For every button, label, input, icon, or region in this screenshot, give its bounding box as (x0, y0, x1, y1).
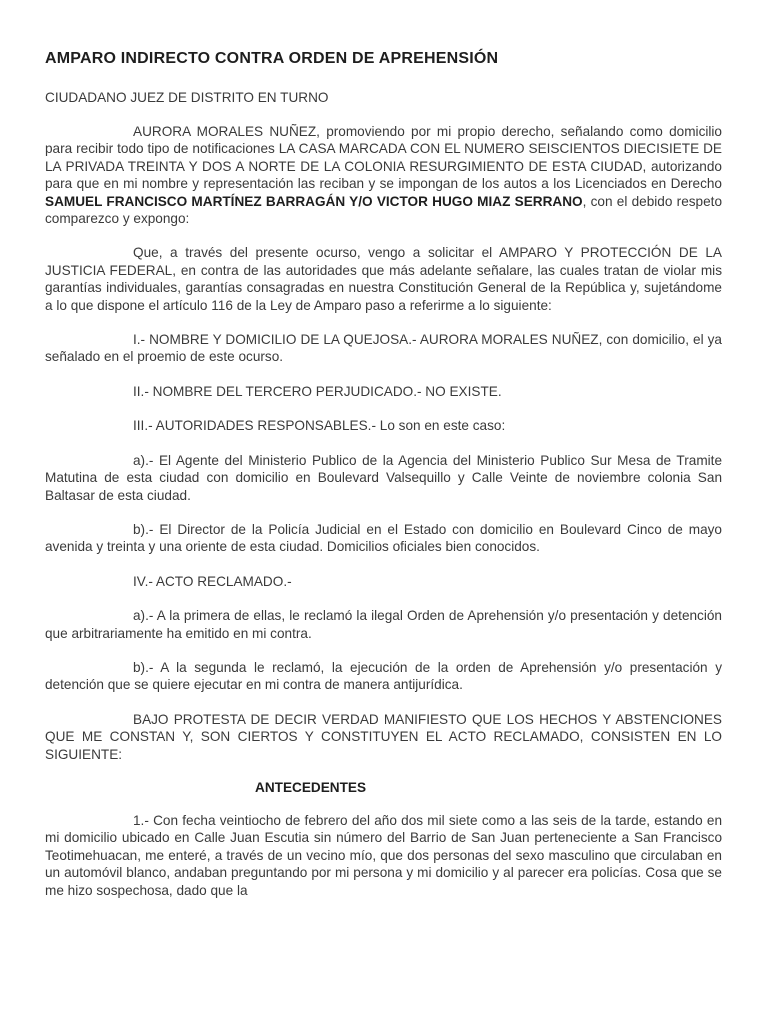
act-a: a).- A la primera de ellas, le reclamó la ilegal Orden de Aprehensión y/o presentación y detención que arbitrariamente ha emitido en mi contra. (45, 608, 722, 641)
request-paragraph: Que, a través del presente ocurso, vengo a solicitar el AMPARO Y PROTECCIÓN DE LA JUSTICIA FEDERAL, en contra de las autoridades que más adelante señalare, las cuales tratan de violar mis garantías individuales, garantías consagradas en nuestra Constitución General de la República y, sujetándome a lo que dispone el artículo 116 de la Ley de Amparo paso a referirme a lo siguiente: (45, 245, 722, 313)
section-third-party: II.- NOMBRE DEL TERCERO PERJUDICADO.- NO EXISTE. (133, 383, 502, 399)
intro-text-1: AURORA MORALES NUÑEZ, promoviendo por mi propio derecho, señalando como domicilio para recibir todo tipo de notificaciones LA CASA MARCADA CON EL NUMERO SEISCIENTOS DIECISIETE DE LA PRIVADA TREINTA Y DOS A NORTE DE LA COLONIA RESURGIMIENTO DE ESTA CIUDAD, autorizando para que en mi nombre y representación las reciban y se impongan de los autos a los Licenciados en Derecho (45, 124, 722, 192)
antecedente-1: 1.- Con fecha veintiocho de febrero del año dos mil siete como a las seis de la tarde, estando en mi domicilio ubicado en Calle Juan Escutia sin número del Barrio de San Juan perteneciente a San Francisco Teotimehuacan, me enteré, a través de un vecino mío, que dos personas del sexo masculino que circulaban en un automóvil blanco, andaban preguntando por mi persona y mi domicilio y al parecer era policías. Cosa que se me hizo sospechosa, dado que la (45, 812, 722, 898)
act-b: b).- A la segunda le reclamó, la ejecución de la orden de Aprehensión y/o presentación y detención que se quiere ejecutar en mi contra de manera antijurídica. (45, 659, 722, 693)
section-act-claimed: IV.- ACTO RECLAMADO.- (133, 573, 292, 589)
salutation: CIUDADANO JUEZ DE DISTRITO EN TURNO (45, 90, 329, 105)
lawyers-names: SAMUEL FRANCISCO MARTÍNEZ BARRAGÁN Y/O VICTOR HUGO MIAZ SERRANO (45, 193, 583, 209)
section-complainant: I.- NOMBRE Y DOMICILIO DE LA QUEJOSA.- AURORA MORALES NUÑEZ, con domicilio, el ya señalado en el proemio de este ocurso. (45, 332, 722, 365)
antecedentes-heading: ANTECEDENTES (255, 779, 367, 795)
authority-b: b).- El Director de la Policía Judicial en el Estado con domicilio en Boulevard Cinco de mayo avenida y treinta y una oriente de esta ciudad. Domicilios oficiales bien conocidos. (45, 521, 722, 555)
intro-paragraph (45, 123, 722, 227)
document-page (45, 50, 722, 899)
document-title: AMPARO INDIRECTO CONTRA ORDEN DE APREHENSIÓN (45, 50, 499, 67)
protest-paragraph: BAJO PROTESTA DE DECIR VERDAD MANIFIESTO QUE LOS HECHOS Y ABSTENCIONES QUE ME CONSTAN Y, SON CIERTOS Y CONSTITUYEN EL ACTO RECLAMADO, CONSISTEN EN LO SIGUIENTE: (45, 711, 722, 762)
authority-a: a).- El Agente del Ministerio Publico de la Agencia del Ministerio Publico Sur Mesa de Tramite Matutina de esta ciudad con domicilio en Boulevard Valsequillo y Calle Veinte de noviembre colonia San Baltasar de esta ciudad. (45, 452, 722, 503)
intro-text-2: , con el debido respeto comparezco y expongo: (45, 193, 723, 227)
section-authorities: III.- AUTORIDADES RESPONSABLES.- Lo son en este caso: (133, 418, 506, 434)
